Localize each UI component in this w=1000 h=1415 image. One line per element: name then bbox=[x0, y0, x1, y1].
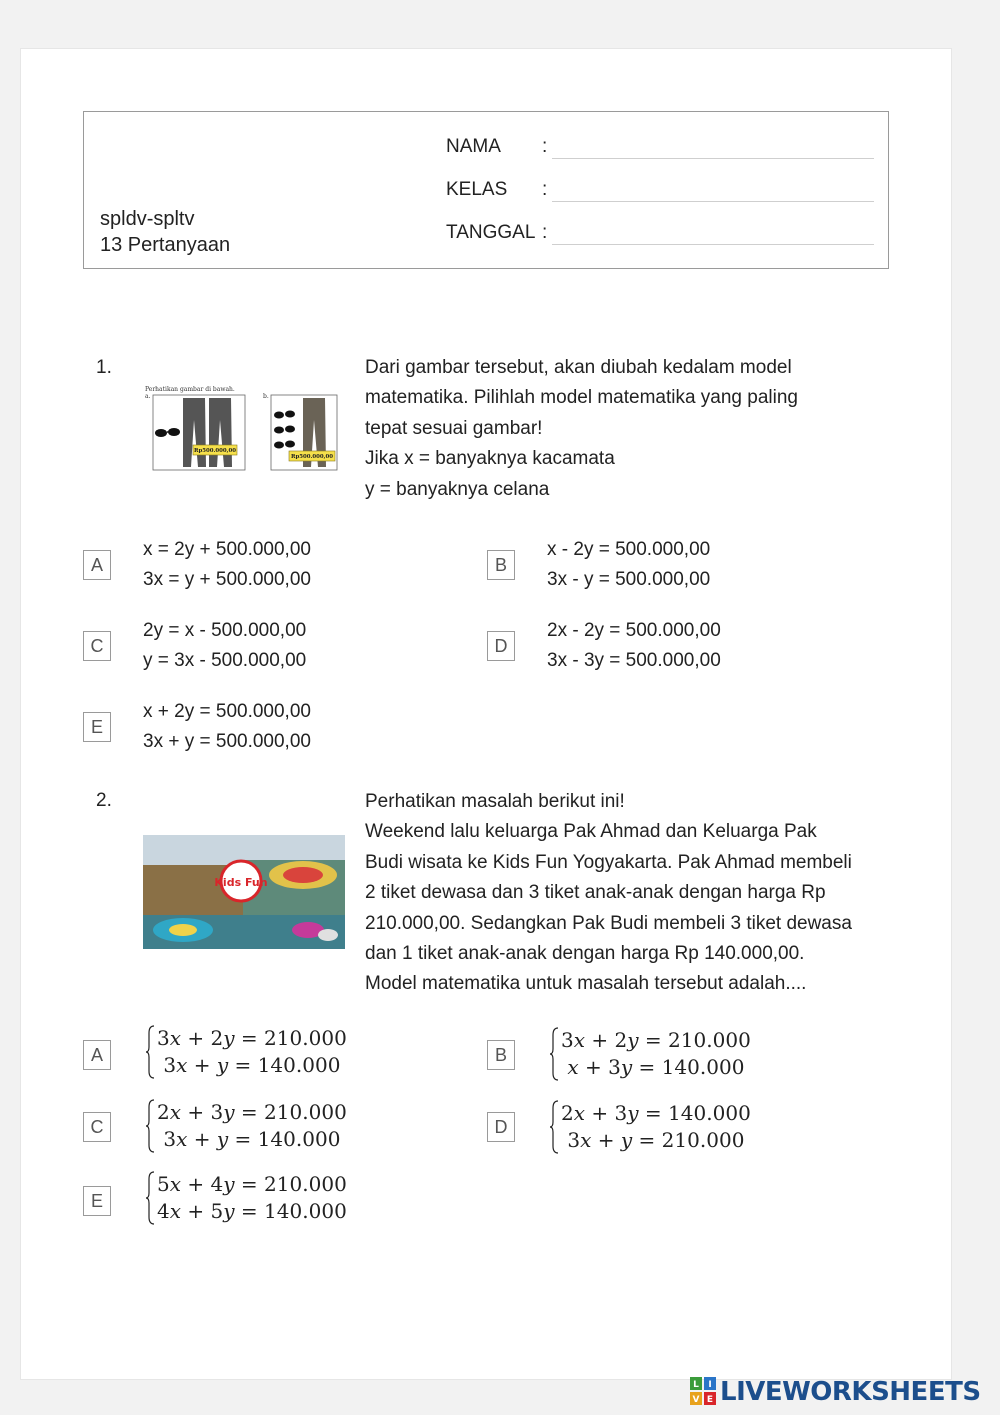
left-brace-icon bbox=[549, 1100, 559, 1154]
question-2-line: Budi wisata ke Kids Fun Yogyakarta. Pak Ahmad membeli bbox=[365, 851, 852, 873]
badge-letter-e: E bbox=[706, 1395, 714, 1405]
equation-line: 5x + 4y = 210.000 bbox=[157, 1172, 347, 1196]
q1-option-a-text bbox=[143, 535, 311, 595]
q1-option-b-text bbox=[547, 535, 710, 595]
equation-line: 3x + 2y = 210.000 bbox=[561, 1028, 751, 1052]
q2-option-d-button[interactable]: D bbox=[487, 1112, 515, 1142]
q1-option-b-button[interactable]: B bbox=[487, 550, 515, 580]
question-2-image bbox=[143, 835, 345, 949]
equation-line: 3x + y = 210.000 bbox=[567, 1128, 745, 1152]
question-1-line: tepat sesuai gambar! bbox=[365, 417, 543, 439]
date-input[interactable] bbox=[552, 222, 874, 244]
equation-line: 3x + 2y = 210.000 bbox=[157, 1026, 347, 1050]
option-line: x - 2y = 500.000,00 bbox=[547, 539, 711, 560]
question-1-line: Jika x = banyaknya kacamata bbox=[365, 448, 615, 470]
badge-letter-i: I bbox=[708, 1380, 712, 1390]
question-1-line: Dari gambar tersebut, akan diubah kedalam model bbox=[365, 357, 792, 378]
left-brace-icon bbox=[145, 1025, 155, 1079]
question-1-number: 1. bbox=[96, 357, 112, 378]
class-line bbox=[552, 201, 874, 202]
name-field bbox=[446, 136, 876, 166]
image-tag-b: b. bbox=[263, 393, 269, 400]
q1-option-d-button[interactable]: D bbox=[487, 631, 515, 661]
amusement-park-photo bbox=[143, 835, 345, 949]
left-brace-icon bbox=[145, 1099, 155, 1153]
question-count: 13 Pertanyaan bbox=[100, 234, 231, 256]
question-2-text bbox=[365, 787, 910, 1000]
option-line: 3x + y = 500.000,00 bbox=[143, 731, 311, 752]
question-1-line: y = banyaknya celana bbox=[365, 478, 550, 500]
question-2-line: Perhatikan masalah berikut ini! bbox=[365, 791, 625, 812]
option-line: 3x - y = 500.000,00 bbox=[547, 569, 711, 590]
q2-option-b-button[interactable]: B bbox=[487, 1040, 515, 1070]
q1-option-d-text bbox=[547, 616, 721, 676]
name-label: NAMA bbox=[446, 136, 501, 157]
question-1-line: matematika. Pilihlah model matematika yang paling bbox=[365, 387, 798, 409]
class-colon: : bbox=[542, 179, 548, 200]
equation-line: 2x + 3y = 210.000 bbox=[157, 1100, 347, 1124]
left-brace-icon bbox=[145, 1171, 155, 1225]
price-tag-b: Rp500.000,00 bbox=[290, 454, 334, 460]
q1-option-a-button[interactable]: A bbox=[83, 550, 111, 580]
option-line: x + 2y = 500.000,00 bbox=[143, 701, 311, 722]
date-colon: : bbox=[542, 222, 548, 243]
q1-option-c-button[interactable]: C bbox=[83, 631, 111, 661]
q2-option-c-button[interactable]: C bbox=[83, 1112, 111, 1142]
q2-option-e-button[interactable]: E bbox=[83, 1186, 111, 1216]
worksheet-header bbox=[83, 111, 889, 269]
equation-line: 3x + y = 140.000 bbox=[163, 1053, 341, 1077]
q2-option-a-button[interactable]: A bbox=[83, 1040, 111, 1070]
kids-fun-sign: Kids Fun bbox=[214, 876, 268, 889]
question-2-line: Weekend lalu keluarga Pak Ahmad dan Keluarga Pak bbox=[365, 821, 817, 843]
question-1-image bbox=[143, 385, 343, 475]
equation-line: 4x + 5y = 140.000 bbox=[157, 1199, 347, 1223]
option-line: 3x = y + 500.000,00 bbox=[143, 569, 311, 590]
name-line bbox=[552, 158, 874, 159]
date-field bbox=[446, 222, 876, 252]
question-2-line: dan 1 tiket anak-anak dengan harga Rp 140.000,00. bbox=[365, 943, 805, 965]
price-tag-a: Rp500.000,00 bbox=[193, 448, 237, 454]
question-2-line: Model matematika untuk masalah tersebut adalah.... bbox=[365, 973, 807, 995]
option-line: 2y = x - 500.000,00 bbox=[143, 620, 307, 641]
question-1-text bbox=[365, 353, 905, 505]
equation-line: x + 3y = 140.000 bbox=[567, 1055, 745, 1079]
left-brace-icon bbox=[549, 1027, 559, 1081]
name-input[interactable] bbox=[552, 136, 874, 158]
image-tag-a: a. bbox=[145, 393, 151, 400]
option-line: x = 2y + 500.000,00 bbox=[143, 539, 311, 560]
question-2-line: 210.000,00. Sedangkan Pak Budi membeli 3 tiket dewasa bbox=[365, 912, 852, 934]
glasses-and-pants-illustration bbox=[143, 385, 343, 475]
option-line: 2x - 2y = 500.000,00 bbox=[547, 620, 721, 641]
option-line: 3x - 3y = 500.000,00 bbox=[547, 650, 721, 671]
brand-name: LIVEWORKSHEETS bbox=[720, 1377, 981, 1407]
liveworksheets-logo[interactable] bbox=[690, 1374, 990, 1410]
live-badge-icon bbox=[690, 1377, 718, 1407]
worksheet-title: spldv-spltv bbox=[100, 208, 195, 230]
question-2-number: 2. bbox=[96, 790, 112, 811]
equation-line: 2x + 3y = 140.000 bbox=[561, 1101, 751, 1125]
class-label: KELAS bbox=[446, 179, 508, 200]
q1-option-c-text bbox=[143, 616, 306, 676]
class-field bbox=[446, 179, 876, 209]
date-label: TANGGAL bbox=[446, 222, 536, 243]
equation-line: 3x + y = 140.000 bbox=[163, 1127, 341, 1151]
option-line: y = 3x - 500.000,00 bbox=[143, 650, 307, 671]
q1-option-e-button[interactable]: E bbox=[83, 712, 111, 742]
name-colon: : bbox=[542, 136, 548, 157]
badge-letter-l: L bbox=[693, 1380, 699, 1390]
worksheet-page bbox=[20, 48, 952, 1380]
class-input[interactable] bbox=[552, 179, 874, 201]
question-2-line: 2 tiket dewasa dan 3 tiket anak-anak dengan harga Rp bbox=[365, 882, 826, 904]
q1-option-e-text bbox=[143, 697, 311, 757]
badge-letter-v: V bbox=[692, 1395, 700, 1405]
image-caption: Perhatikan gambar di bawah. bbox=[145, 386, 235, 393]
date-line bbox=[552, 244, 874, 245]
